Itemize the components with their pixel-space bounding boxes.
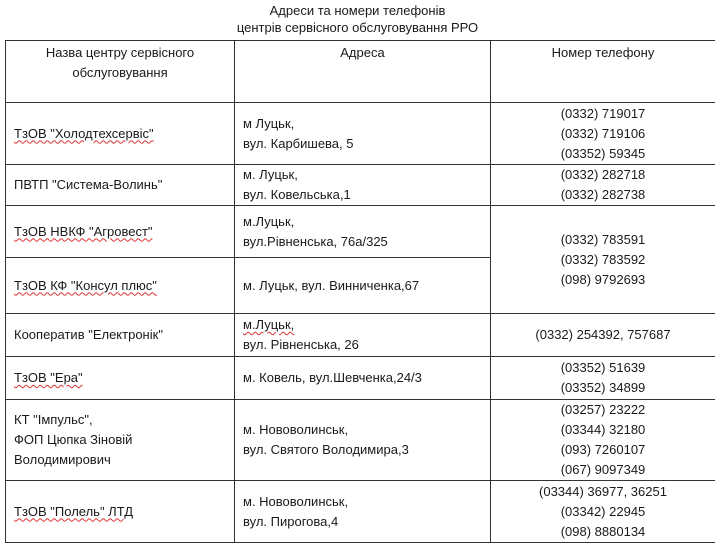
phone-line: (0332) 282718 [499, 165, 707, 185]
table-row [6, 103, 715, 165]
address-line: м Луцьк, [243, 114, 482, 134]
name-cell [6, 258, 235, 314]
name-line: ФОП Цюпка Зіновій [14, 430, 226, 450]
address-line: м. Луцьк, [243, 165, 482, 185]
phone-line: (0332) 719106 [499, 124, 707, 144]
document-title-line-1: Адреси та номери телефонів [0, 2, 715, 19]
address-line: вул. Ковельська,1 [243, 185, 482, 205]
table-row [6, 357, 715, 400]
address-line: вул. Пирогова,4 [243, 512, 482, 532]
phone-line: (093) 7260107 [499, 440, 707, 460]
name-cell [6, 165, 235, 206]
address-cell [235, 165, 491, 206]
address-cell [235, 258, 491, 314]
name-line: ТзОВ КФ "Консул плюс" [14, 276, 226, 296]
phone-cell [491, 357, 715, 400]
address-line: м. Ковель, вул.Шевченка,24/3 [243, 368, 482, 388]
name-cell [6, 357, 235, 400]
phone-line: (0332) 282738 [499, 185, 707, 205]
phone-line: (03342) 22945 [499, 502, 707, 522]
phone-line: (03352) 59345 [499, 144, 707, 164]
phone-line: (098) 9792693 [499, 270, 707, 290]
phone-line: (03352) 51639 [499, 358, 707, 378]
name-line: ТзОВ "Полель" ЛТД [14, 502, 226, 522]
name-line: КТ "Імпульс", [14, 410, 226, 430]
name-line: ПВТП "Система-Волинь" [14, 175, 226, 195]
header-phone: Номер телефону [491, 41, 715, 103]
address-line: вул. Святого Володимира,3 [243, 440, 482, 460]
phone-line: (0332) 719017 [499, 104, 707, 124]
name-line: Кооператив "Електронік" [14, 325, 226, 345]
header-address: Адреса [235, 41, 491, 103]
address-line: м.Луцьк, [243, 315, 482, 335]
phone-line: (03344) 32180 [499, 420, 707, 440]
address-line: м. Луцьк, вул. Винниченка,67 [243, 276, 482, 296]
phone-cell [491, 103, 715, 165]
name-cell [6, 400, 235, 481]
name-line: ТзОВ "Ера" [14, 368, 226, 388]
name-line: Володимирович [14, 450, 226, 470]
name-line: ТзОВ "Холодтехсервіс" [14, 124, 226, 144]
name-cell [6, 206, 235, 258]
table-row [6, 314, 715, 357]
phone-cell [491, 400, 715, 481]
address-cell [235, 103, 491, 165]
address-line: м. Нововолинськ, [243, 420, 482, 440]
table-row [6, 165, 715, 206]
service-centers-table [5, 40, 715, 543]
phone-line: (0332) 254392, 757687 [499, 325, 707, 345]
phone-line: (03257) 23222 [499, 400, 707, 420]
name-line: ТзОВ НВКФ "Агровест" [14, 222, 226, 242]
name-cell [6, 103, 235, 165]
table-row [6, 481, 715, 543]
phone-line: (098) 8880134 [499, 522, 707, 542]
name-cell [6, 481, 235, 543]
header-name: Назва центру сервісного обслуговування [6, 41, 235, 103]
phone-cell [491, 165, 715, 206]
address-line: м. Нововолинськ, [243, 492, 482, 512]
phone-line: (03352) 34899 [499, 378, 707, 398]
address-cell [235, 314, 491, 357]
document-title-line-2: центрів сервісного обслуговування РРО [0, 19, 715, 36]
address-line: вул. Карбишева, 5 [243, 134, 482, 154]
phone-cell [491, 314, 715, 357]
address-cell [235, 481, 491, 543]
phone-cell-shared [491, 206, 715, 314]
phone-line: (067) 9097349 [499, 460, 707, 480]
address-cell [235, 357, 491, 400]
phone-line: (0332) 783591 [499, 230, 707, 250]
address-cell [235, 400, 491, 481]
address-cell [235, 206, 491, 258]
table-row [6, 400, 715, 481]
address-line: вул. Рівненська, 26 [243, 335, 482, 355]
table-row [6, 206, 715, 258]
phone-line: (0332) 783592 [499, 250, 707, 270]
address-line: м.Луцьк, [243, 212, 482, 232]
table-header-row [6, 41, 715, 103]
name-cell [6, 314, 235, 357]
phone-cell [491, 481, 715, 543]
address-line: вул.Рівненська, 76а/325 [243, 232, 482, 252]
phone-line: (03344) 36977, 36251 [499, 482, 707, 502]
